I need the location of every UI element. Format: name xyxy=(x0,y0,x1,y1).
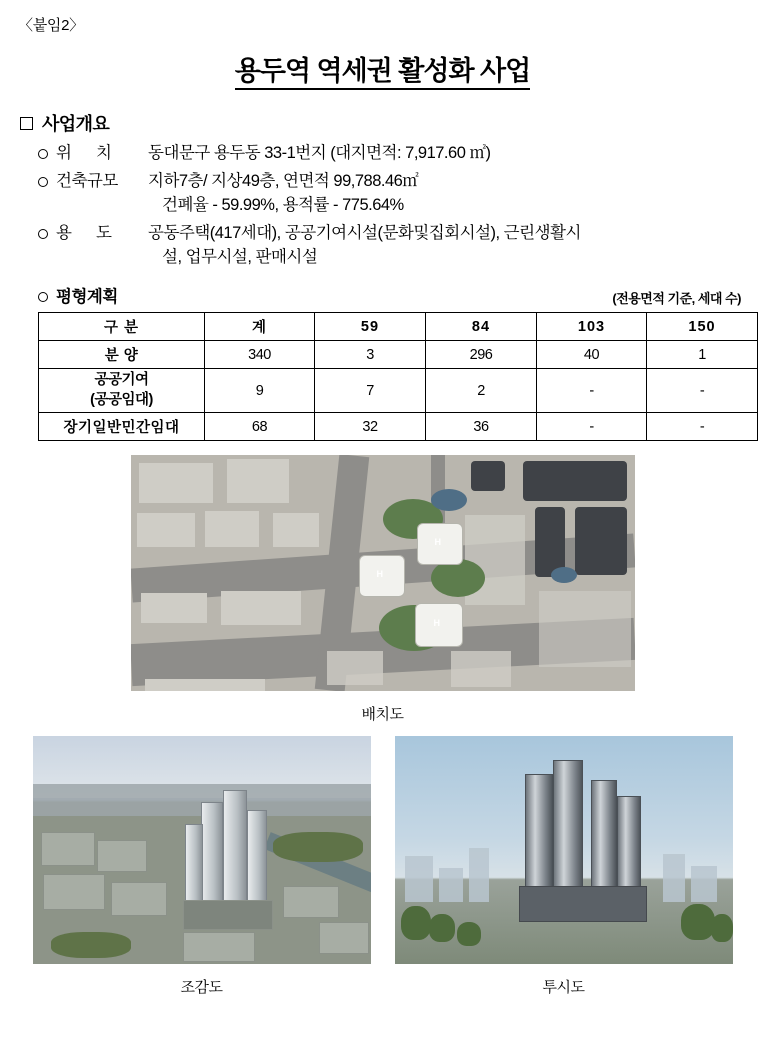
table-cell: 68 xyxy=(205,413,315,441)
figure-site-plan-caption: 배치도 xyxy=(361,706,404,724)
table-cell: 32 xyxy=(315,413,426,441)
table-cell: 36 xyxy=(426,413,537,441)
table-header-cell: 84 xyxy=(426,313,537,341)
section-heading-overview-label: 사업개요 xyxy=(42,114,110,134)
overview-item-scale-value: 지하7층/ 지상49층, 연면적 99,788.46㎡ xyxy=(148,172,419,191)
table-row xyxy=(39,369,758,413)
plan-heading-row xyxy=(38,283,749,307)
overview-item-use xyxy=(38,222,749,269)
overview-item-use-value: 공동주택(417세대), 공공기여시설(문화및집회시설), 근린생활시 xyxy=(148,224,581,243)
circle-bullet-icon xyxy=(38,292,48,302)
perspective-view-image xyxy=(395,736,733,964)
figure-perspective-caption: 투시도 xyxy=(542,979,585,997)
table-header-cell: 구 분 xyxy=(39,313,205,341)
table-cell: - xyxy=(647,413,758,441)
page-title-text: 용두역 역세권 활성화 사업 xyxy=(235,56,530,90)
table-row-label-line2: (공공임대) xyxy=(90,391,153,408)
square-bullet-icon xyxy=(20,117,33,130)
unit-mix-table xyxy=(38,312,758,441)
table-row-label: 장기일반민간임대 xyxy=(39,413,205,441)
circle-bullet-icon xyxy=(38,229,48,239)
overview-item-scale xyxy=(38,170,749,217)
figure-aerial xyxy=(33,736,371,997)
section-heading-overview xyxy=(20,110,749,136)
table-row-label-line1: 공공기여 xyxy=(94,372,149,389)
overview-item-scale-label: 건축규모 xyxy=(56,172,118,191)
table-cell: - xyxy=(647,369,758,413)
site-plan-image: H H H xyxy=(131,455,635,691)
table-cell: 3 xyxy=(315,341,426,369)
overview-item-use-value2: 설, 업무시설, 판매시설 xyxy=(162,247,318,266)
overview-item-scale-value2: 건폐율 - 59.99%, 용적률 - 775.64% xyxy=(162,195,404,214)
table-row-label xyxy=(39,369,205,413)
table-header-row xyxy=(39,313,758,341)
plan-note: (전용면적 기준, 세대 수) xyxy=(612,291,741,307)
table-row-label: 분 양 xyxy=(39,341,205,369)
figure-aerial-caption: 조감도 xyxy=(180,979,223,997)
table-cell: - xyxy=(537,413,647,441)
table-header-cell: 59 xyxy=(315,313,426,341)
figure-row xyxy=(16,736,749,997)
table-cell: 7 xyxy=(315,369,426,413)
table-cell: 296 xyxy=(426,341,537,369)
plan-heading-label: 평형계획 xyxy=(56,288,118,307)
aerial-view-image xyxy=(33,736,371,964)
table-cell: 40 xyxy=(537,341,647,369)
table-header-cell: 계 xyxy=(205,313,315,341)
table-cell: 2 xyxy=(426,369,537,413)
table-cell: - xyxy=(537,369,647,413)
page-title xyxy=(16,49,749,88)
table-cell: 340 xyxy=(205,341,315,369)
overview-item-location-value: 동대문구 용두동 33-1번지 (대지면적: 7,917.60 ㎡) xyxy=(148,144,491,162)
figure-site-plan xyxy=(16,455,749,724)
figure-perspective xyxy=(395,736,733,997)
table-row xyxy=(39,341,758,369)
circle-bullet-icon xyxy=(38,177,48,187)
table-cell: 9 xyxy=(205,369,315,413)
overview-item-use-label: 용 도 xyxy=(56,224,112,243)
table-row xyxy=(39,413,758,441)
overview-item-location xyxy=(38,142,749,165)
table-header-cell: 150 xyxy=(647,313,758,341)
table-header-cell: 103 xyxy=(537,313,647,341)
circle-bullet-icon xyxy=(38,149,48,159)
table-cell: 1 xyxy=(647,341,758,369)
attachment-label: 〈붙임2〉 xyxy=(18,17,84,34)
overview-item-location-label: 위 치 xyxy=(56,144,112,162)
